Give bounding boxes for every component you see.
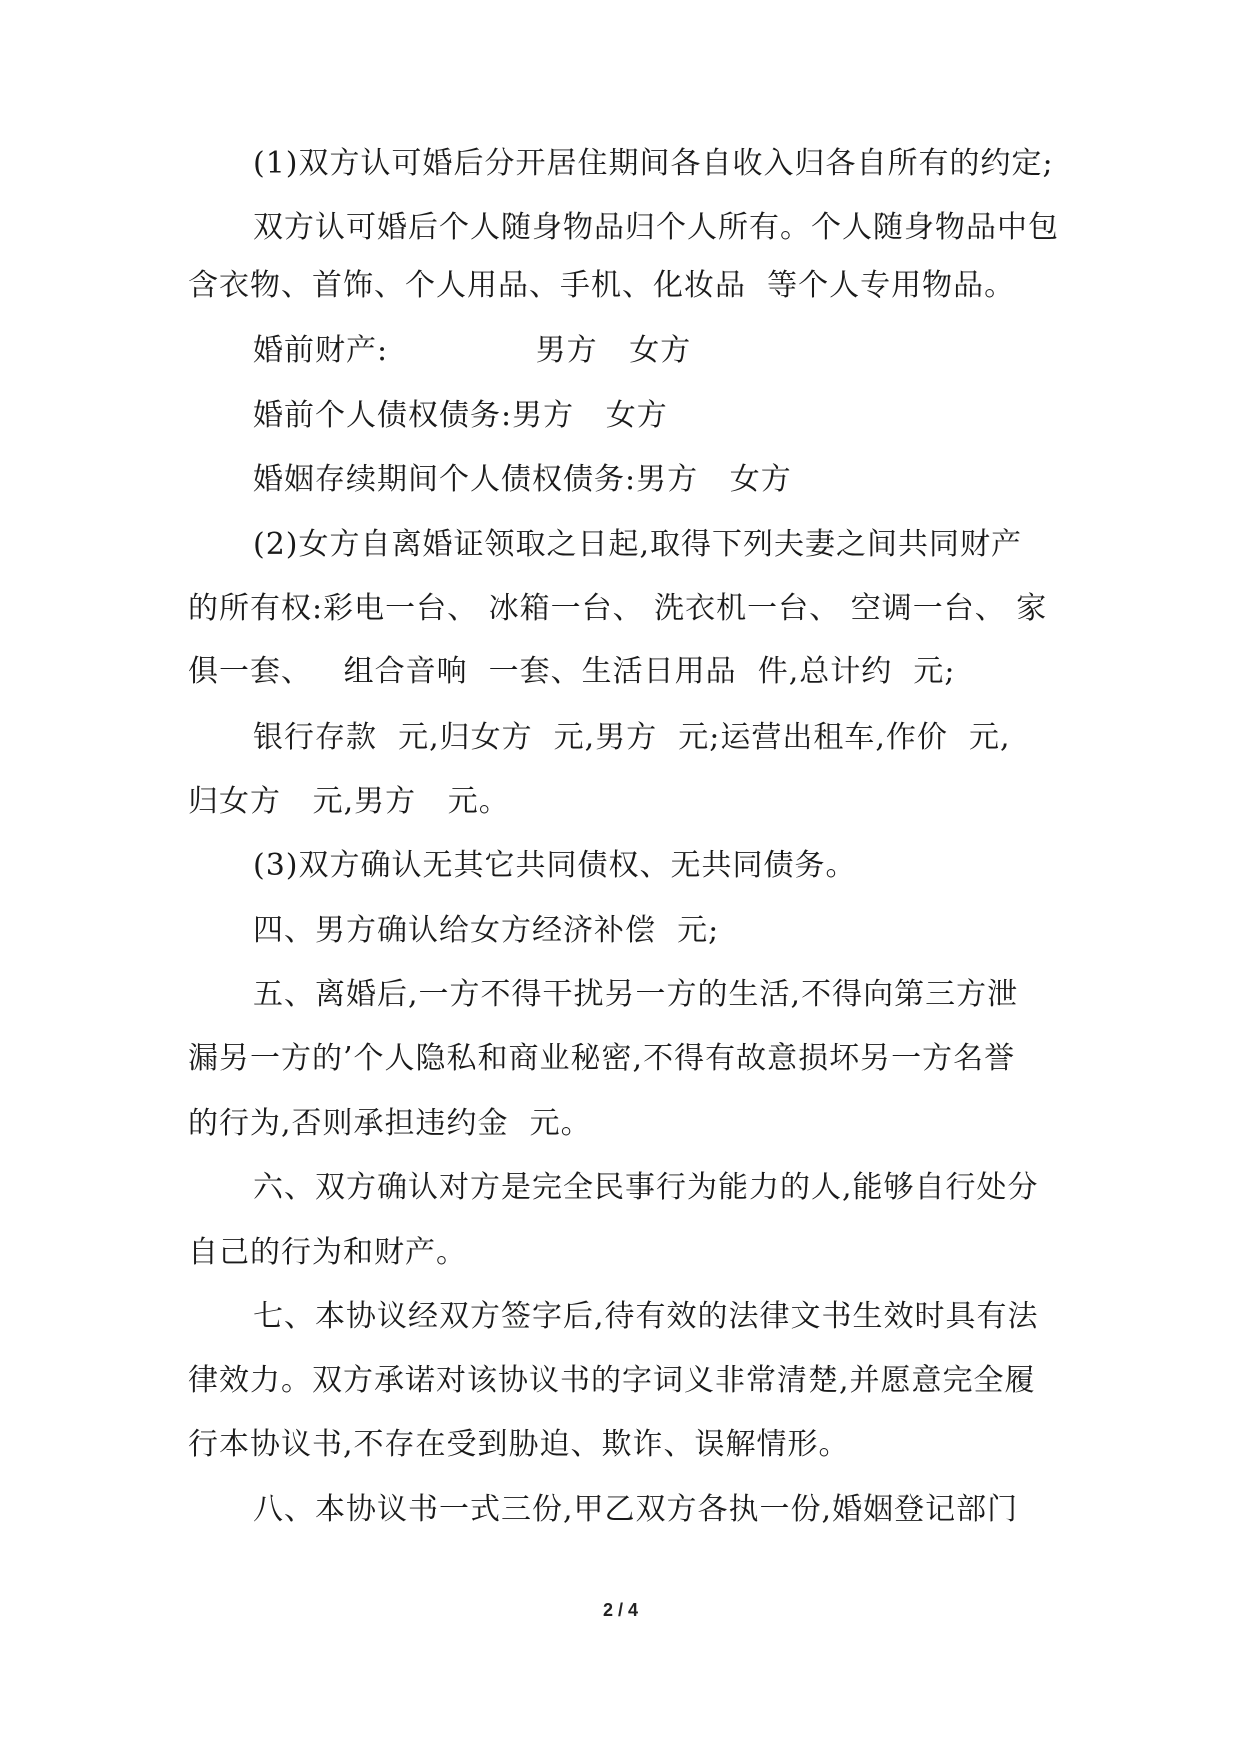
text-line: 七、本协议经双方签字后,待有效的法律文书生效时具有法 <box>253 1299 1039 1334</box>
text-line: 含衣物、首饰、个人用品、手机、化妆品 等个人专用物品。 <box>188 268 1016 303</box>
text-line: 八、本协议书一式三份,甲乙双方各执一份,婚姻登记部门 <box>253 1492 1019 1527</box>
page-number: 2 / 4 <box>602 1600 639 1620</box>
text-line: 的所有权:彩电一台、 冰箱一台、 洗衣机一台、 空调一台、 家 <box>188 591 1048 626</box>
text-line: 漏另一方的’个人隐私和商业秘密,不得有故意损坏另一方名誉 <box>188 1041 1016 1076</box>
text-line: 银行存款 元,归女方 元,男方 元;运营出租车,作价 元, <box>253 720 1011 755</box>
text-line: 婚前财产: 男方 女方 <box>253 333 692 368</box>
text-line: 婚前个人债权债务:男方 女方 <box>253 398 668 433</box>
text-line: 的行为,否则承担违约金 元。 <box>188 1106 592 1141</box>
text-line: 四、男方确认给女方经济补偿 元; <box>253 913 720 948</box>
text-line: 律效力。双方承诺对该协议书的字词义非常清楚,并愿意完全履 <box>188 1363 1036 1398</box>
text-line: 双方认可婚后个人随身物品归个人所有。个人随身物品中包 <box>253 210 1059 245</box>
text-line: 婚姻存续期间个人债权债务:男方 女方 <box>253 462 792 497</box>
text-line: 五、离婚后,一方不得干扰另一方的生活,不得向第三方泄 <box>253 977 1019 1012</box>
text-line: (1)双方认可婚后分开居住期间各自收入归各自所有的约定; <box>253 146 1054 181</box>
text-line: (3)双方确认无其它共同债权、无共同债务。 <box>253 848 857 883</box>
text-line: 行本协议书,不存在受到胁迫、欺诈、误解情形。 <box>188 1427 850 1462</box>
text-line: 自己的行为和财产。 <box>188 1235 467 1270</box>
text-line: 归女方 元,男方 元。 <box>188 784 510 819</box>
text-line: 俱一套、 组合音响 一套、生活日用品 件,总计约 元; <box>188 654 956 689</box>
text-line: (2)女方自离婚证领取之日起,取得下列夫妻之间共同财产 <box>253 527 1023 562</box>
text-line: 六、双方确认对方是完全民事行为能力的人,能够自行处分 <box>253 1170 1039 1205</box>
